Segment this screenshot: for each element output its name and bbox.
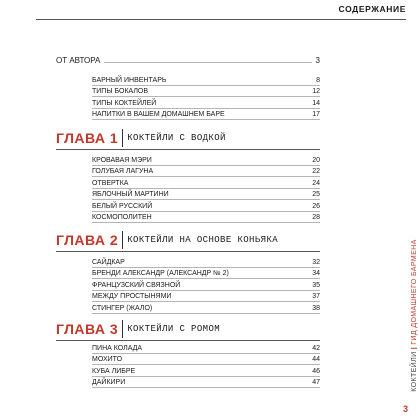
toc-entry[interactable] xyxy=(92,200,320,212)
toc-entry[interactable] xyxy=(92,268,320,280)
toc-leader xyxy=(104,62,311,63)
page-number: 3 xyxy=(402,404,408,414)
toc-entry[interactable] xyxy=(92,377,320,389)
toc-entry-label: КОСМОПОЛИТЕН xyxy=(92,214,152,221)
toc-intro-list xyxy=(92,74,320,120)
chapter-title: КОКТЕЙЛИ С РОМОМ xyxy=(127,324,221,334)
toc-entry[interactable] xyxy=(92,97,320,109)
toc-chapter-2-list xyxy=(92,256,320,314)
toc-entry[interactable] xyxy=(92,154,320,166)
page-header-title: СОДЕРЖАНИЕ xyxy=(338,4,406,14)
toc-entry-label: НАПИТКИ В ВАШЕМ ДОМАШНЕМ БАРЕ xyxy=(92,111,225,118)
toc-entry-label: СТИНГЕР (ЖАЛО) xyxy=(92,304,153,312)
chapter-divider xyxy=(122,320,123,338)
chapter-number: ГЛАВА 1 xyxy=(56,130,119,146)
toc-entry[interactable] xyxy=(92,109,320,121)
toc-entry-page: 46 xyxy=(312,367,320,375)
toc-entry[interactable] xyxy=(92,256,320,268)
chapter-number: ГЛАВА 2 xyxy=(56,232,119,248)
toc-entry-page: 32 xyxy=(312,258,320,266)
toc-entry-page: 17 xyxy=(312,111,320,118)
chapter-rule xyxy=(56,149,320,150)
toc-entry-page: 3 xyxy=(315,56,320,65)
chapter-title: КОКТЕЙЛИ НА ОСНОВЕ КОНЬЯКА xyxy=(127,235,279,245)
chapter-divider xyxy=(122,129,123,147)
side-running-title xyxy=(411,239,418,392)
toc-entry-page: 8 xyxy=(316,76,320,84)
toc-entry[interactable] xyxy=(92,189,320,201)
chapter-heading-1[interactable] xyxy=(56,128,320,148)
toc-entry-label: ГОЛУБАЯ ЛАГУНА xyxy=(92,168,154,175)
toc-entry[interactable] xyxy=(92,86,320,98)
header-rule xyxy=(36,19,406,20)
toc-entry-page: 42 xyxy=(312,344,320,352)
toc-entry-label: ТИПЫ БОКАЛОВ xyxy=(92,88,149,95)
toc-entry-page: 12 xyxy=(312,88,320,95)
toc-entry[interactable] xyxy=(92,212,320,224)
toc-entry-label: МЕЖДУ ПРОСТЫНЯМИ xyxy=(92,293,172,300)
chapter-heading-3[interactable] xyxy=(56,319,320,339)
toc-entry[interactable] xyxy=(92,279,320,291)
toc-entry-label: ТИПЫ КОКТЕЙЛЕЙ xyxy=(92,99,157,107)
toc-entry-page: 34 xyxy=(312,270,320,277)
toc-entry-label: ДАЙКИРИ xyxy=(92,379,126,386)
toc-entry-page: 37 xyxy=(312,293,320,300)
toc-entry[interactable] xyxy=(92,354,320,366)
toc-entry-label: ФРАНЦУЗСКИЙ СВЯЗНОЙ xyxy=(92,281,181,289)
chapter-rule xyxy=(56,251,320,252)
chapter-number: ГЛАВА 3 xyxy=(56,321,119,337)
chapter-heading-2[interactable] xyxy=(56,230,320,250)
toc-entry-author[interactable] xyxy=(56,56,320,65)
toc-entry[interactable] xyxy=(92,365,320,377)
toc-entry-label: САЙДКАР xyxy=(92,258,125,266)
toc-chapter-3-list xyxy=(92,342,320,388)
toc-entry[interactable] xyxy=(92,166,320,178)
side-separator xyxy=(412,348,418,349)
chapter-title: КОКТЕЙЛИ С ВОДКОЙ xyxy=(127,133,226,143)
toc-entry-label: ОТ АВТОРА xyxy=(56,56,101,65)
toc-entry-page: 44 xyxy=(312,356,320,363)
toc-entry-label: БАРНЫЙ ИНВЕНТАРЬ xyxy=(92,76,167,84)
chapter-rule xyxy=(56,340,320,341)
toc-entry-label: БЕЛЫЙ РУССКИЙ xyxy=(92,202,153,210)
chapter-divider xyxy=(122,231,123,249)
toc-entry-page: 24 xyxy=(312,179,320,187)
toc-entry-page: 22 xyxy=(312,168,320,175)
toc-entry-page: 47 xyxy=(312,379,320,386)
toc-entry-page: 14 xyxy=(312,99,320,107)
toc-entry[interactable] xyxy=(92,74,320,86)
toc-entry[interactable] xyxy=(92,302,320,314)
toc-entry-page: 20 xyxy=(312,156,320,164)
toc-entry-label: МОХИТО xyxy=(92,356,123,363)
toc-entry[interactable] xyxy=(92,177,320,189)
toc-entry[interactable] xyxy=(92,291,320,303)
toc-entry-label: ЯБЛОЧНЫЙ МАРТИНИ xyxy=(92,191,169,198)
toc-entry-page: 38 xyxy=(312,304,320,312)
toc-entry-label: КРОВАВАЯ МЭРИ xyxy=(92,156,152,164)
side-series-label: КОКТЕЙЛИ xyxy=(411,351,418,392)
toc-entry-page: 28 xyxy=(312,214,320,221)
toc-entry[interactable] xyxy=(92,342,320,354)
toc-entry-page: 26 xyxy=(312,202,320,210)
toc-entry-label: БРЕНДИ АЛЕКСАНДР (АЛЕКСАНДР № 2) xyxy=(92,270,229,277)
side-book-title: ГИД ДОМАШНЕГО БАРМЕНА xyxy=(411,239,418,345)
toc-entry-page: 35 xyxy=(312,281,320,289)
toc-entry-label: ОТВЕРТКА xyxy=(92,179,129,187)
toc-chapter-1-list xyxy=(92,154,320,223)
toc-entry-label: КУБА ЛИБРЕ xyxy=(92,367,136,375)
toc-entry-label: ПИНА КОЛАДА xyxy=(92,344,143,352)
toc-entry-page: 25 xyxy=(312,191,320,198)
